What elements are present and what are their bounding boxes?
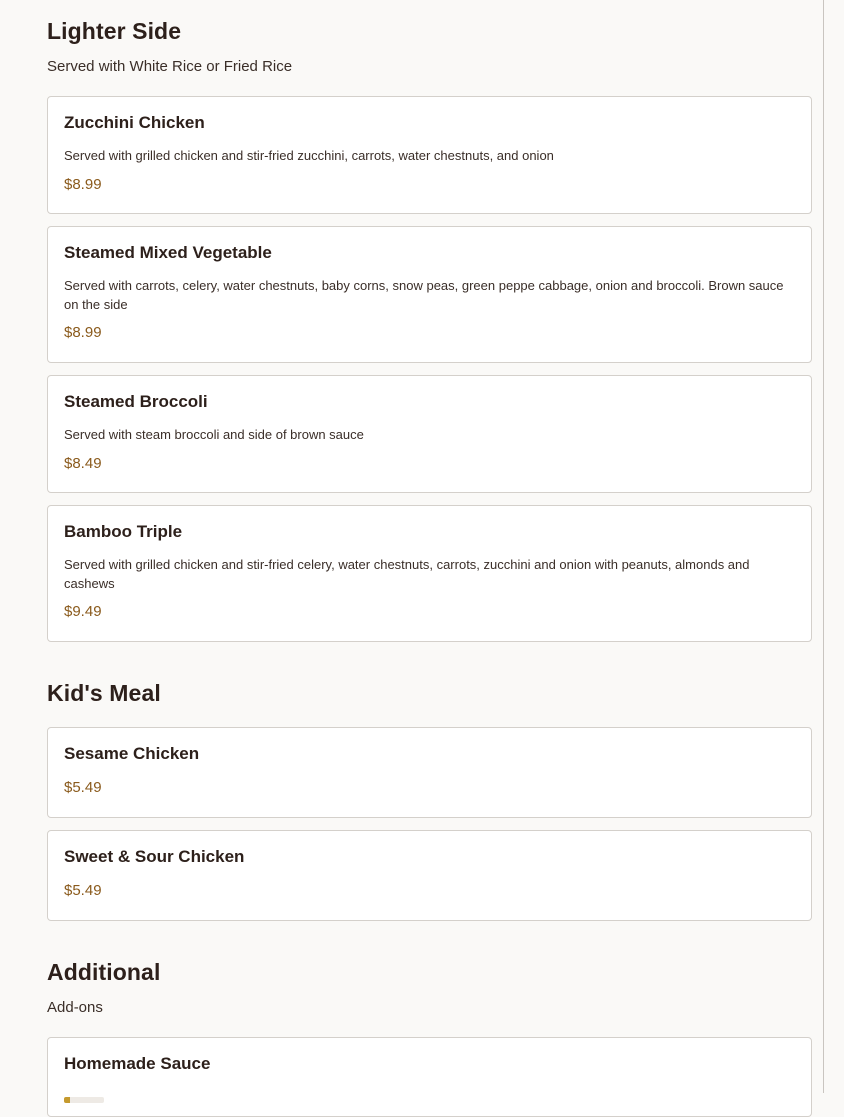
menu-item-card-steamed-mixed-vegetable[interactable]: [47, 226, 812, 363]
menu-item-name: Zucchini Chicken: [64, 113, 205, 132]
menu-item-card-sesame-chicken[interactable]: [47, 727, 812, 818]
menu-item-price: $8.99: [64, 324, 102, 341]
menu-item-price: $9.49: [64, 603, 102, 620]
section-title: Additional: [47, 959, 161, 985]
section-title: Kid's Meal: [47, 680, 161, 706]
menu-item-name: Bamboo Triple: [64, 522, 183, 541]
menu-item-name: Steamed Mixed Vegetable: [64, 243, 272, 262]
menu-item-description: Served with grilled chicken and stir-fried zucchini, carrots, water chestnuts, and onion: [64, 148, 554, 163]
menu-item-price: $5.49: [64, 882, 102, 899]
menu-item-card-zucchini-chicken[interactable]: [47, 96, 812, 214]
menu-item-name: Sesame Chicken: [64, 744, 200, 763]
menu-item-name: Homemade Sauce: [64, 1054, 211, 1073]
menu-item-card-homemade-sauce[interactable]: [47, 1037, 812, 1117]
menu-item-price: $8.99: [64, 176, 102, 193]
section-subtitle: Add-ons: [47, 999, 103, 1016]
section-subtitle: Served with White Rice or Fried Rice: [47, 58, 293, 75]
menu-item-description: Served with steam broccoli and side of brown sauce: [64, 427, 364, 442]
page-edge-divider: [823, 0, 824, 1093]
menu-item-card-steamed-broccoli[interactable]: [47, 375, 812, 493]
section-title: Lighter Side: [47, 18, 182, 44]
menu-item-description: Served with carrots, celery, water chestnuts, baby corns, snow peas, green peppe cabbage, onion and broccoli. Brown sauce on the side: [64, 278, 784, 312]
price-placeholder: [64, 1097, 104, 1103]
menu-item-description: Served with grilled chicken and stir-fried celery, water chestnuts, carrots, zucchini and onion with peanuts, almonds and cashews: [64, 557, 750, 591]
menu-item-card-sweet-sour-chicken[interactable]: [47, 830, 812, 921]
menu-item-price: $8.49: [64, 455, 102, 472]
menu-item-name: Steamed Broccoli: [64, 392, 208, 411]
menu-item-price: $5.49: [64, 779, 102, 796]
menu-item-name: Sweet & Sour Chicken: [64, 847, 245, 866]
menu-item-card-bamboo-triple[interactable]: [47, 505, 812, 642]
